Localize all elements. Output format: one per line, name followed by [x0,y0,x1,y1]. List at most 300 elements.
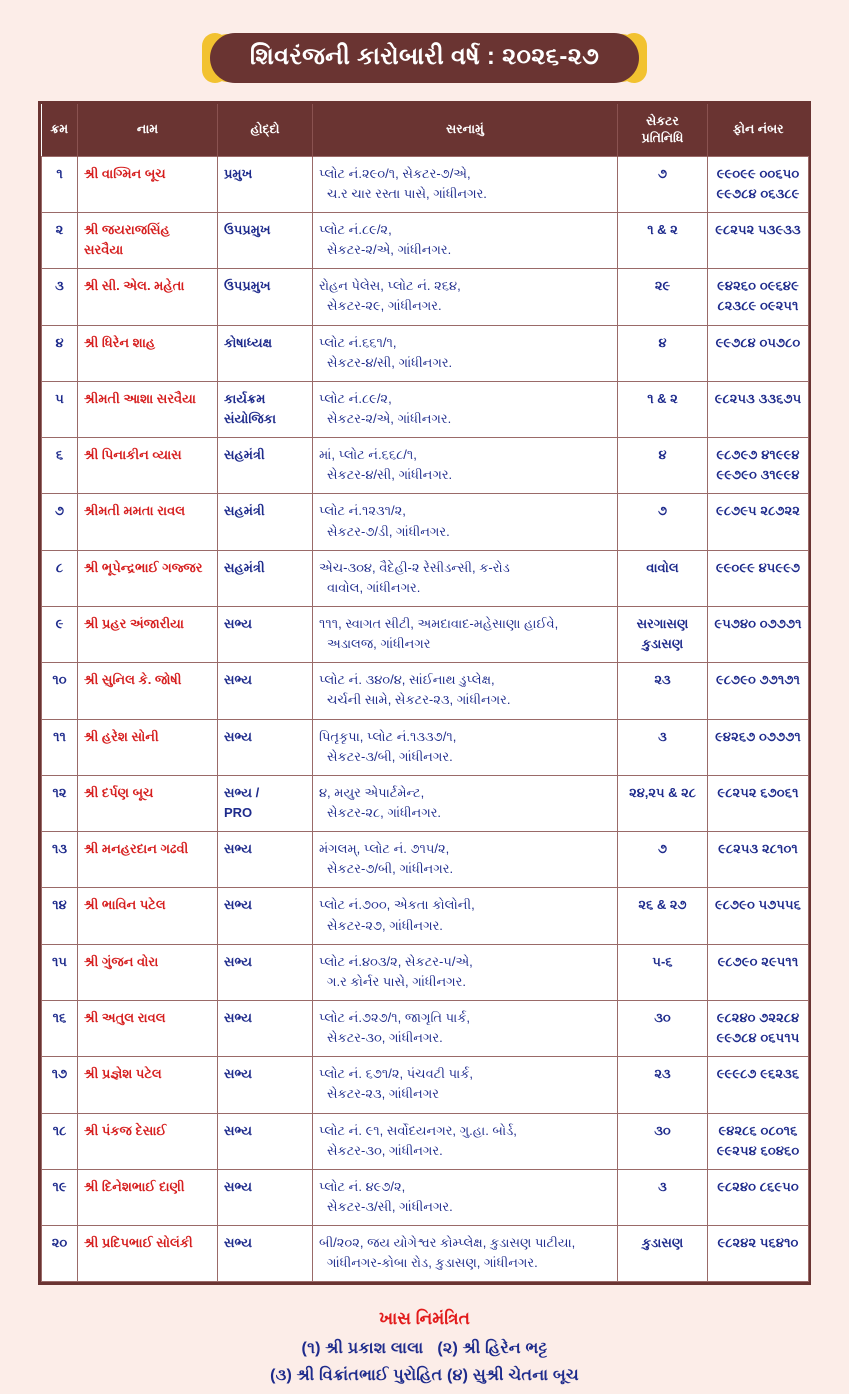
sector-line-1: ૨૬ & ૨૭ [638,897,687,913]
invitee-4: (૪) સુશ્રી ચેતના બૂચ [446,1367,579,1385]
cell-designation [218,213,313,269]
member-name: શ્રી પિનાકીન વ્યાસ [84,447,182,463]
serial-value: ૧૮ [52,1122,67,1138]
cell-phone [708,325,809,381]
address-line-1: પ્લોટ નં. ૩૪૦/૪, સાંઈનાથ ડુપ્લેક્ષ, [319,672,495,688]
cell-address [313,663,618,719]
phone-line-2: ૯૯૭૮૪ ૦૬૩૮૯ [716,185,800,201]
phone-line-1: ૯૪૨૬૦ ૦૯૬૪૯ [717,278,799,294]
cell-address [313,156,618,212]
table-header [42,104,809,156]
cell-phone [708,663,809,719]
cell-phone [708,381,809,437]
address-line-1: પ્લોટ નં.૪૦૩/૨, સેકટર-૫/એ, [319,953,473,969]
sector-line-1: ૪ [658,334,667,350]
table-row [42,832,809,888]
member-name: શ્રી અતુલ રાવલ [84,1009,166,1025]
member-name: શ્રી પ્રદિપભાઈ સોલંકી [84,1235,193,1251]
cell-sector [618,1113,708,1169]
address-line-1: પ્લોટ નં. ૪૯૭/૨, [319,1178,406,1194]
cell-sector [618,775,708,831]
sector-line-1: ૭ [657,503,668,519]
cell-serial [42,1169,78,1225]
designation-value: સભ્ય [224,616,253,631]
serial-value: ૧૩ [51,841,68,857]
cell-name [78,1226,218,1282]
cell-designation [218,1057,313,1113]
address-line-1: રોહન પેલેસ, પ્લોટ નં. ૨૬૪, [319,278,461,294]
special-invitees-line-2 [0,1367,849,1385]
designation-value: સભ્ય [224,1066,253,1082]
cell-sector [618,213,708,269]
cell-name [78,607,218,663]
address-line-1: ૪, મયુર એપાર્ટમેન્ટ, [319,784,425,800]
cell-serial [42,663,78,719]
sector-line-1: ૨૩ [654,672,671,688]
cell-serial [42,775,78,831]
cell-address [313,213,618,269]
designation-value: ઉપપ્રમુખ [224,222,271,238]
cell-phone [708,1000,809,1056]
table-body [42,156,809,1282]
sector-line-1: વાવોલ [646,559,679,575]
cell-name [78,550,218,606]
cell-name [78,1000,218,1056]
designation-value-2: સંયોજિકા [224,411,277,427]
phone-line-1: ૯૫૭૪૦ ૦૭૭૭૧ [714,616,802,631]
serial-value: ૭ [54,503,65,519]
table-row [42,269,809,325]
cell-sector [618,1057,708,1113]
cell-phone [708,719,809,775]
cell-serial [42,1057,78,1113]
cell-phone [708,775,809,831]
cell-sector [618,832,708,888]
address-line-2: ચર્ચની સામે, સેકટર-૨૩, ગાંધીનગર. [327,692,511,708]
cell-address [313,1113,618,1169]
designation-value: સભ્ય [224,672,253,688]
address-line-2: ગ.ર કોર્નર પાસે, ગાંધીનગર. [327,973,466,989]
table-row [42,550,809,606]
address-line-1: ૧૧૧, સ્વાગત સીટી, અમદાવાદ-મહેસાણા હાઈવે, [319,616,559,631]
cell-phone [708,1169,809,1225]
phone-line-1: ૯૮૭૯૭ ૪૧૯૯૪ [716,447,800,463]
phone-line-1: ૯૯૦૯૯ ૪૫૯૯૭ [715,559,801,575]
serial-value: ૧૧ [53,728,66,744]
address-line-1: પ્લોટ નં.૮૯/૨, [319,390,392,406]
cell-name [78,1113,218,1169]
cell-address [313,494,618,550]
cell-address [313,888,618,944]
address-line-2: સેકટર-૨૩, ગાંધીનગર [327,1086,439,1102]
designation-value: સભ્ય [224,897,253,913]
cell-serial [42,1113,78,1169]
designation-value: સહમંત્રી [224,447,265,463]
phone-line-1: ૯૮૨૫૩ ૨૮૧૦૧ [718,841,798,857]
member-name: શ્રી ધિરેન શાહ [84,334,156,350]
sector-line-1: ૩ [658,728,667,744]
cell-address [313,269,618,325]
sector-line-1: ૭ [657,841,668,857]
sector-line-1: ૨૩ [654,1066,671,1082]
cell-phone [708,888,809,944]
column-header-designation: હોદ્દો [218,104,313,156]
address-line-2: સેકટર-૭/ડી, ગાંધીનગર. [327,523,450,539]
serial-value: ૧૫ [52,953,67,969]
table-row [42,438,809,494]
member-name: શ્રી જયરાજસિંહ સરવૈયા [84,222,170,258]
cell-sector [618,607,708,663]
designation-value: સભ્ય / [224,784,260,800]
address-line-2: સેકટર-૪/સી, ગાંધીનગર. [327,467,453,483]
address-line-1: પ્લોટ નં.૬૬૧/૧, [319,334,397,350]
table-row [42,156,809,212]
serial-value: ૫ [55,390,64,406]
member-name: શ્રી ભાવિન પટેલ [84,897,166,913]
table-row [42,1000,809,1056]
cell-sector [618,325,708,381]
designation-value: ઉપપ્રમુખ [224,278,271,294]
cell-serial [42,213,78,269]
address-line-1: પ્લોટ નં.૮૯/૨, [319,222,392,238]
cell-designation [218,156,313,212]
cell-address [313,325,618,381]
cell-serial [42,494,78,550]
address-line-1: બી/૨૦૨, જય યોગેશ્વર કોમ્પ્લેક્ષ, કુડાસણ પાટીયા, [319,1235,576,1251]
cell-serial [42,888,78,944]
phone-line-2: ૯૯૨૫૪ ૬૦૪૬૦ [716,1142,800,1158]
designation-value: સભ્ય [224,728,253,744]
cell-phone [708,269,809,325]
designation-value: સહમંત્રી [224,503,265,519]
cell-serial [42,719,78,775]
designation-value: પ્રમુખ [224,165,253,181]
serial-value: ૧૦ [52,672,67,688]
cell-designation [218,832,313,888]
cell-name [78,494,218,550]
cell-address [313,719,618,775]
cell-phone [708,944,809,1000]
address-line-1: પ્લોટ નં.૭૨૭/૧, જાગૃતિ પાર્ક, [319,1009,471,1025]
designation-value: કોષાધ્યક્ષ [224,334,273,350]
cell-sector [618,663,708,719]
serial-value: ૩ [55,278,64,294]
address-line-1: એચ-૩૦૪, વૈદેહી-૨ રેસીડન્સી, ક-રોડ [319,559,510,575]
serial-value: ૧ [56,165,63,181]
address-line-2: સેકટર-૩૦, ગાંધીનગર. [327,1030,443,1046]
cell-serial [42,550,78,606]
title-banner [0,33,849,83]
cell-sector [618,269,708,325]
serial-value: ૧૪ [52,897,67,913]
designation-value: કાર્યક્રમ [224,390,266,406]
cell-address [313,944,618,1000]
member-name: શ્રીમતી મમતા રાવલ [84,503,186,519]
special-invitees-line-1 [0,1340,849,1358]
serial-value: ૨૦ [51,1235,68,1251]
serial-value: ૮ [55,559,64,575]
member-name: શ્રી સી. એલ. મહેતા [84,278,185,294]
serial-value: ૧૬ [52,1009,67,1025]
cell-sector [618,944,708,1000]
sector-line-1: ૩૦ [654,1122,671,1138]
cell-sector [618,1169,708,1225]
cell-serial [42,269,78,325]
cell-serial [42,156,78,212]
cell-designation [218,775,313,831]
cell-designation [218,550,313,606]
member-name: શ્રી દર્પણ બૂચ [84,784,154,800]
cell-sector [618,888,708,944]
member-name: શ્રી ગુંજન વોરા [84,953,159,969]
address-line-2: અડાલજ, ગાંધીનગર [327,636,431,652]
column-header-sector-line2: પ્રતિનિધિ [641,130,684,145]
cell-name [78,381,218,437]
table-row [42,381,809,437]
phone-line-2: ૯૯૭૯૦ ૩૧૯૯૪ [716,467,800,483]
cell-serial [42,381,78,437]
address-line-2: સેકટર-૩/બી, ગાંધીનગર. [327,748,453,764]
address-line-2: સેકટર-૨૮, ગાંધીનગર. [327,804,442,820]
cell-serial [42,832,78,888]
phone-line-1: ૯૯૭૮૪ ૦૫૭૮૦ [715,334,801,350]
address-line-2: સેકટર-૨/એ, ગાંધીનગર. [327,242,452,258]
member-name: શ્રી વાગ્મિન બૂચ [84,165,166,181]
phone-line-1: ૯૯૯૮૭ ૯૬૨૩૬ [716,1066,800,1082]
cell-designation [218,1113,313,1169]
table-row [42,1113,809,1169]
cell-name [78,775,218,831]
sector-line-1: સરગાસણ [636,616,689,631]
cell-designation [218,269,313,325]
table-row [42,1169,809,1225]
member-name: શ્રી પ્રજ્ઞેશ પટેલ [84,1066,162,1082]
member-name: શ્રી પંકજ દેસાઈ [84,1122,167,1138]
column-header-name: નામ [78,104,218,156]
serial-value: ૬ [55,447,64,463]
sector-line-1: ૨૯ [654,278,671,294]
cell-name [78,832,218,888]
address-line-1: માં, પ્લોટ નં.૬૬૮/૧, [319,447,417,463]
phone-line-2: ૮૨૩૮૯ ૦૯૨૫૧ [717,298,799,314]
designation-value: સભ્ય [224,1235,253,1251]
column-header-sector-line1: સેકટર [646,114,679,128]
designation-value: સભ્ય [224,1122,253,1138]
cell-designation [218,1000,313,1056]
cell-phone [708,213,809,269]
cell-phone [708,550,809,606]
cell-phone [708,1113,809,1169]
designation-value: સભ્ય [224,953,253,969]
serial-value: ૧૯ [52,1178,67,1194]
member-name: શ્રી ભૂપેન્દ્રભાઈ ગજ્જર [84,559,203,575]
column-header-phone: ફોન નંબર [708,104,809,156]
table-row [42,494,809,550]
cell-serial [42,1226,78,1282]
phone-line-2: ૯૯૭૮૪ ૦૬૫૧૫ [716,1030,800,1046]
cell-sector [618,156,708,212]
table-row [42,1057,809,1113]
column-header-address: સરનામું [313,104,618,156]
cell-serial [42,607,78,663]
cell-phone [708,438,809,494]
address-line-2: વાવોલ, ગાંધીનગર. [327,579,421,595]
table-row [42,1226,809,1282]
sector-line-1: ૩૦ [654,1009,671,1025]
cell-designation [218,1226,313,1282]
cell-name [78,888,218,944]
cell-address [313,775,618,831]
cell-phone [708,494,809,550]
member-name: શ્રી પ્રહર અંજારીયા [84,616,184,631]
address-line-2: સેકટર-૩૦, ગાંધીનગર. [327,1142,443,1158]
address-line-2: સેકટર-૨/એ, ગાંધીનગર. [327,411,452,427]
address-line-1: પ્લોટ નં.૧૨૩૧/૨, [319,503,406,519]
invitee-1: (૧) શ્રી પ્રકાશ લાલા [301,1340,424,1358]
special-invitees-section [0,1309,849,1394]
address-line-2: સેકટર-૩/સી, ગાંધીનગર. [327,1198,453,1214]
address-line-2: સેકટર-૨૭, ગાંધીનગર. [327,917,443,933]
cell-name [78,156,218,212]
special-invitees-title: ખાસ નિમંત્રિત [379,1309,470,1329]
cell-sector [618,719,708,775]
phone-line-1: ૯૮૨૫૨ ૬૭૦૬૧ [717,784,799,800]
cell-address [313,1057,618,1113]
roster-table [41,104,809,1282]
phone-line-1: ૯૮૨૪૦ ૭૨૨૮૪ [716,1009,800,1025]
cell-sector [618,381,708,437]
address-line-2: ચ.ર ચાર રસ્તા પાસે, ગાંધીનગર. [327,185,487,201]
serial-value: ૧૨ [52,784,67,800]
cell-address [313,832,618,888]
cell-name [78,1169,218,1225]
table-row [42,719,809,775]
cell-address [313,438,618,494]
cell-serial [42,944,78,1000]
address-line-1: પ્લોટ નં.૨૯૦/૧, સેકટર-૭/એ, [319,165,471,181]
address-line-2: ગાંધીનગર-કોબા રોડ, કુડાસણ, ગાંધીનગર. [327,1255,538,1271]
address-line-1: પ્લોટ નં.૭૦૦, એકતા કોલોની, [319,897,475,913]
serial-value: ૧૭ [51,1066,68,1082]
table-row [42,325,809,381]
cell-designation [218,325,313,381]
phone-line-1: ૯૮૨૫૨ ૫૩૯૩૩ [715,222,801,238]
cell-name [78,663,218,719]
column-header-sector [618,104,708,156]
cell-name [78,325,218,381]
cell-name [78,944,218,1000]
table-row [42,775,809,831]
phone-line-1: ૯૮૭૯૦ ૨૯૫૧૧ [717,953,799,969]
invitee-2: (૨) શ્રી હિરેન ભટ્ટ [437,1340,548,1358]
cell-designation [218,888,313,944]
table-row [42,607,809,663]
address-line-1: પ્લોટ નં. ૯૧, સર્વોદયનગર, ગુ.હા. બોર્ડ, [319,1122,517,1138]
address-line-1: પિતૃકૃપા, પ્લોટ નં.૧૩૩૭/૧, [319,728,457,744]
phone-line-1: ૯૮૨૫૩ ૩૩૬૭૫ [714,390,802,406]
sector-line-1: ૧ & ૨ [647,390,678,406]
sector-line-1: કુડાસણ [641,1235,684,1251]
cell-name [78,1057,218,1113]
phone-line-1: ૯૮૭૯૦ ૭૭૧૭૧ [716,672,800,688]
address-line-2: સેકટર-૪/સી, ગાંધીનગર. [327,354,453,370]
designation-value: સભ્ય [224,1009,253,1025]
sector-line-1: ૪ [658,447,667,463]
cell-address [313,1000,618,1056]
sector-line-1: ૨૪,૨૫ & ૨૮ [629,784,696,800]
cell-address [313,1169,618,1225]
address-line-1: મંગલમ્, પ્લોટ નં. ૭૧૫/૨, [319,841,450,857]
cell-name [78,438,218,494]
cell-sector [618,438,708,494]
cell-name [78,213,218,269]
table-row [42,888,809,944]
cell-designation [218,494,313,550]
sector-line-1: ૩ [658,1178,667,1194]
cell-phone [708,1057,809,1113]
roster-table-container [38,101,811,1285]
address-line-2: સેકટર-૭/બી, ગાંધીનગર. [327,861,454,877]
page-title: શિવરંજની કારોબારી વર્ષ : ૨૦૨૬-૨૭ [210,33,639,83]
table-row [42,944,809,1000]
table-row [42,663,809,719]
table-row [42,213,809,269]
cell-address [313,381,618,437]
phone-line-1: ૯૯૦૯૯ ૦૦૬૫૦ [716,165,800,181]
sector-line-2: કુડાસણ [641,636,684,652]
member-name: શ્રી દિનેશભાઈ દાણી [84,1178,185,1194]
cell-address [313,550,618,606]
sector-line-1: ૫-૬ [652,953,673,969]
phone-line-1: ૯૮૨૪૦ ૮૬૯૫૦ [717,1178,799,1194]
cell-designation [218,663,313,719]
member-name: શ્રી સુનિલ કે. જોષી [84,672,182,688]
cell-designation [218,719,313,775]
cell-sector [618,550,708,606]
cell-designation [218,438,313,494]
phone-line-1: ૯૪૨૬૭ ૦૭૭૭૧ [715,728,801,744]
address-line-1: પ્લોટ નં. ૬૭૧/૨, પંચવટી પાર્ક, [319,1066,473,1082]
phone-line-1: ૯૮૭૯૦ ૫૭૫૫૬ [714,897,802,913]
cell-phone [708,832,809,888]
table-header-row [42,104,809,156]
sector-line-1: ૭ [657,165,668,181]
column-header-serial: ક્રમ [42,104,78,156]
serial-value: ૨ [55,222,64,238]
member-name: શ્રી મનહરદાન ગઢવી [84,841,189,857]
cell-designation [218,381,313,437]
serial-value: ૯ [55,616,64,631]
serial-value: ૪ [55,334,64,350]
address-line-2: સેકટર-૨૯, ગાંધીનગર. [327,298,442,314]
cell-sector [618,494,708,550]
designation-value: સહમંત્રી [224,559,265,575]
member-name: શ્રી હરેશ સોની [84,728,159,744]
cell-serial [42,438,78,494]
cell-designation [218,607,313,663]
member-name: શ્રીમતી આશા સરવૈયા [84,390,196,406]
cell-address [313,1226,618,1282]
cell-designation [218,1169,313,1225]
cell-phone [708,156,809,212]
designation-value: સભ્ય [224,841,253,857]
cell-phone [708,1226,809,1282]
cell-sector [618,1226,708,1282]
cell-name [78,269,218,325]
cell-designation [218,944,313,1000]
cell-name [78,719,218,775]
phone-line-1: ૯૮૭૯૫ ૨૮૭૨૨ [716,503,800,519]
